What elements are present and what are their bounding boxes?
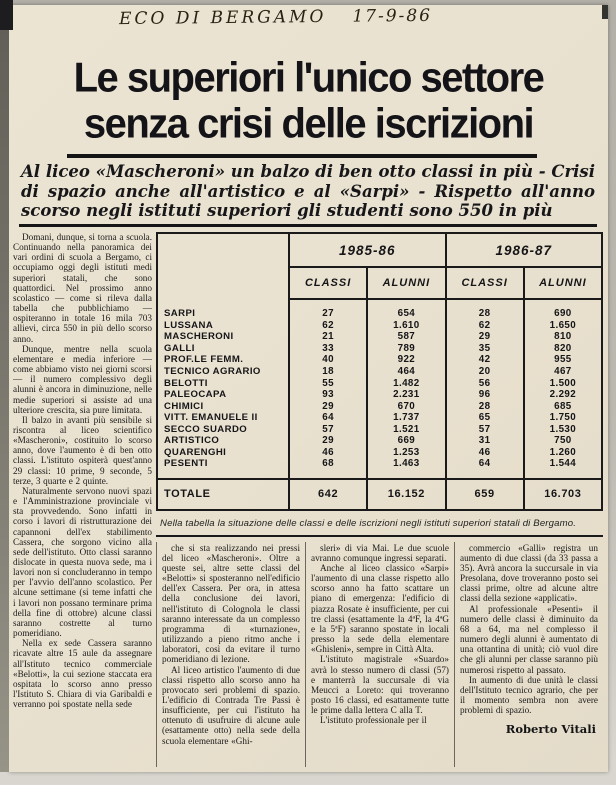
paragraph: In aumento di due unità le classi dell'Istituto tecnico agrario, che per il momento sembra non avere problemi di spazio. [460, 674, 598, 716]
paragraph: Al liceo artistico l'aumento di due classi rispetto allo scorso anno ha provocato seri problemi di spazio. L'edificio di Contrada Tre Passi è insufficiente, per cui l'istituto ha ottenuto di usufruire di alcune aule (esattamente otto) nella sede della scuola elementare «Ghi- [162, 664, 300, 746]
classi-1985: 29 [289, 435, 367, 447]
text-column-1 [13, 232, 152, 767]
classi-1986: 20 [446, 366, 524, 378]
total-label: TOTALE [157, 479, 289, 510]
classi-1985: 55 [289, 377, 367, 389]
paragraph: Nella ex sede Cassera saranno ricavate altre 15 aule da assegnare all'Istituto tecnico commerciale «Belotti», la cui sezione staccata era ospitata lo scorso anno presso l'Istituto S. Chiara di via Garibaldi e verranno poi spostate nella sede [13, 638, 152, 710]
alunni-1985: 1.610 [367, 320, 445, 332]
alunni-1986: 1.530 [524, 423, 602, 435]
school-name: GALLI [164, 342, 195, 354]
classi-1986: 28 [446, 400, 524, 412]
school-name: VITT. EMANUELE II [164, 412, 258, 424]
table-total-row [157, 479, 602, 510]
alunni-1986: 1.750 [524, 412, 602, 424]
alunni-1985: 464 [367, 366, 445, 378]
paragraph: che si sta realizzando nei pressi del liceo «Mascheroni». Oltre a queste sei, altre sette classi del «Belotti» si sposteranno nell'edificio dell'ex Cassera. Per ora, in attesa della conclusione dei lavori, nell'istituto di Colognola le classi saranno interessate da un complesso programma di «turnazione», utilizzando a pieno ritmo anche i laboratori, così da evitare il turno pomeridiano di lezione. [162, 542, 300, 665]
paragraph: Dunque, mentre nella scuola elementare e media inferiore — come abbiamo visto nei giorni scorsi — il numero complessivo degli alunni è ancora in diminuzione, nelle medie superiori si assiste ad una ulteriore crescita, sia pure limitata. [13, 343, 152, 415]
table-row [157, 354, 602, 366]
school-name: MASCHERONI [164, 331, 234, 343]
paragraph: Al professionale «Pesenti» il numero delle classi è diminuito da 68 a 64, ma nel complesso il numero degli alunni è aumentato di una ottantina di unità; ciò vuol dire che gli alunni per classe saranno più numerosi rispetto al passato. [460, 603, 598, 675]
table-corner-cell [157, 233, 289, 299]
classi-1986: 64 [446, 458, 524, 479]
alunni-1985: 1.521 [367, 423, 445, 435]
classi-1985: 46 [289, 447, 367, 459]
paragraph: Naturalmente servono nuovi spazi e l'Amministrazione provinciale vi sta provvedendo. Sono infatti in corso i lavori di ristrutturazione dei capannoni dell'ex stabilimento Cassera, che sorgono vicino alla sede dell'istituto. Otto classi saranno dislocate in questa nuova sede, ma i lavori non si concluderanno in tempo per l'avvio dell'anno scolastico. Per alcune settimane (si teme infatti che i lavori non possano terminare prima della fine di ottobre) alcune classi saranno costrette al turno pomeridiano. [13, 485, 152, 639]
table-row [157, 447, 602, 459]
classi-1986: 28 [446, 299, 524, 320]
newspaper-clipping [9, 5, 608, 772]
alunni-1986: 1.260 [524, 447, 602, 459]
total-alunni-1986: 16.703 [524, 479, 602, 510]
classi-1986: 56 [446, 377, 524, 389]
headline-rule [67, 154, 537, 158]
paragraph: L'istituto professionale per il [320, 715, 427, 726]
alunni-1985: 1.253 [367, 447, 445, 459]
school-name: QUARENGHI [164, 446, 227, 458]
column-header-alunni: ALUNNI [524, 267, 602, 299]
paragraph: Domani, dunque, si torna a scuola. Continuando nella panoramica dei vari ordini di scuola a Bergamo, ci occupiamo oggi degli istituti medi superiori statali, che sono quattordici. Nel prossimo anno scolastico — come si rileva dalla tabella che pubblichiamo — ospiteranno in totale 16 mila 703 allievi, circa 550 in più dello scorso anno. [13, 232, 152, 344]
school-name: BELOTTI [164, 377, 208, 389]
school-name: ARTISTICO [164, 435, 220, 447]
alunni-1986: 685 [524, 400, 602, 412]
classi-1986: 29 [446, 331, 524, 343]
classi-1985: 64 [289, 412, 367, 424]
alunni-1986: 750 [524, 435, 602, 447]
handwritten-annotation [119, 5, 519, 29]
table-row [157, 331, 602, 343]
alunni-1985: 1.463 [367, 458, 445, 479]
paragraph: L'istituto magistrale «Suardo» avrà lo stesso numero di classi (57) e manterrà la succursale di via Meucci a Loreto: qui troveranno posto 16 classi, ed esattamente tutte le prime dalla lettera C alla T. [311, 654, 449, 716]
alunni-1985: 587 [367, 331, 445, 343]
article-subhead: Al liceo «Mascheroni» un balzo di ben otto classi in più - Crisi di spazio anche all'artistico e al «Sarpi» - Rispetto all'anno scorso negli istituti superiori gli studenti sono 550 in più [21, 162, 595, 220]
scan-left-edge [0, 0, 9, 772]
table-row [157, 377, 602, 389]
alunni-1985: 654 [367, 299, 445, 320]
school-name: TECNICO AGRARIO [164, 366, 261, 377]
classi-1986: 65 [446, 412, 524, 424]
table-row [157, 389, 602, 401]
total-classi-1986: 659 [446, 479, 524, 510]
alunni-1985: 669 [367, 435, 445, 447]
bottom-text-columns [156, 542, 603, 767]
column-header-classi: CLASSI [446, 267, 524, 299]
alunni-1985: 789 [367, 343, 445, 355]
alunni-1985: 670 [367, 400, 445, 412]
annotation-date: 17-9-86 [352, 5, 433, 27]
paragraph: commercio «Galli» registra un aumento di due classi (da 33 passa a 35). Avrà ancora la succursale in via Presolana, dove troveranno posto sei classi prime, oltre ad alcune altre classi della sezione «applicati». [460, 542, 598, 604]
classi-1985: 93 [289, 389, 367, 401]
table-row [157, 400, 602, 412]
byline: Roberto Vitali [505, 722, 596, 737]
alunni-1986: 1.544 [524, 458, 602, 479]
school-name: LUSSANA [164, 319, 214, 331]
school-name: PROF.LE FEMM. [164, 354, 244, 366]
alunni-1985: 2.231 [367, 389, 445, 401]
alunni-1986: 810 [524, 331, 602, 343]
classi-1986: 46 [446, 447, 524, 459]
classi-1985: 40 [289, 354, 367, 366]
year-header-1986-87: 1986-87 [446, 233, 603, 267]
column-header-classi: CLASSI [289, 267, 367, 299]
headline-line-1: Le superiori l'unico settore [73, 55, 544, 101]
paragraph: Il balzo in avanti più sensibile si riscontra al liceo scientifico «Mascheroni», costituito lo scorso anno, dove l'aumento è di ben otto classi. L'istituto ospiterà quest'anno 29 classi: 10 prime, 9 seconde, 5 terze, 3 quarte e 2 quinte. [13, 414, 152, 486]
classi-1986: 42 [446, 354, 524, 366]
paragraph: sleri» di via Mai. Le due scuole avranno comunque ingressi separati. [311, 542, 449, 563]
year-header-1985-86: 1985-86 [289, 233, 446, 267]
article-headline [9, 55, 608, 147]
classi-1985: 21 [289, 331, 367, 343]
table-row [157, 320, 602, 332]
classi-1986: 57 [446, 423, 524, 435]
classi-1985: 29 [289, 400, 367, 412]
classi-1986: 96 [446, 389, 524, 401]
alunni-1985: 922 [367, 354, 445, 366]
alunni-1986: 690 [524, 299, 602, 320]
classi-1986: 62 [446, 320, 524, 332]
article-body [13, 232, 603, 767]
classi-1985: 68 [289, 458, 367, 479]
table-and-text-area [156, 232, 603, 767]
classi-1986: 31 [446, 435, 524, 447]
alunni-1986: 820 [524, 343, 602, 355]
column-header-alunni: ALUNNI [367, 267, 445, 299]
table-caption: Nella tabella la situazione delle classi e delle iscrizioni negli istituti superiori statali di Bergamo. [156, 511, 603, 537]
school-name: PESENTI [164, 458, 208, 470]
text-column-2 [157, 542, 305, 767]
table-row [157, 366, 602, 378]
text-column-3 [305, 542, 454, 767]
enrollment-table [156, 232, 603, 511]
classi-1986: 35 [446, 343, 524, 355]
classi-1985: 33 [289, 343, 367, 355]
school-name: CHIMICI [164, 400, 204, 412]
table-row [157, 412, 602, 424]
paragraph: Anche al liceo classico «Sarpi» l'aumento di una classe rispetto allo scorso anno ha fatto scattare un piano di emergenza: l'edificio di piazza Rosate è insufficiente, per cui tre classi (esattamente la 4ªF, la 4ªG e la 5ªF) saranno spostate in locali presso la sede della elementare «Ghisleni», sempre in Città Alta. [311, 562, 449, 655]
classi-1985: 27 [289, 299, 367, 320]
alunni-1985: 1.737 [367, 412, 445, 424]
school-name: SECCO SUARDO [164, 423, 248, 435]
scan-corner-mark [0, 0, 13, 30]
scan-top-right-mark [602, 5, 608, 19]
publication-name: ECO DI BERGAMO [118, 6, 327, 30]
table-row [157, 343, 602, 355]
alunni-1986: 1.500 [524, 377, 602, 389]
total-classi-1985: 642 [289, 479, 367, 510]
table-row [157, 299, 602, 320]
school-name: PALEOCAPA [164, 389, 227, 401]
alunni-1986: 467 [524, 366, 602, 378]
table-row [157, 435, 602, 447]
alunni-1986: 955 [524, 354, 602, 366]
alunni-1986: 1.650 [524, 320, 602, 332]
alunni-1985: 1.482 [367, 377, 445, 389]
total-alunni-1985: 16.152 [367, 479, 445, 510]
headline-line-2: senza crisi delle iscrizioni [83, 101, 534, 147]
table-row [157, 458, 602, 479]
classi-1985: 57 [289, 423, 367, 435]
subhead-rule [19, 224, 597, 227]
table-row [157, 423, 602, 435]
text-column-4 [454, 542, 603, 767]
classi-1985: 18 [289, 366, 367, 378]
alunni-1986: 2.292 [524, 389, 602, 401]
school-name: SARPI [164, 307, 196, 319]
classi-1985: 62 [289, 320, 367, 332]
